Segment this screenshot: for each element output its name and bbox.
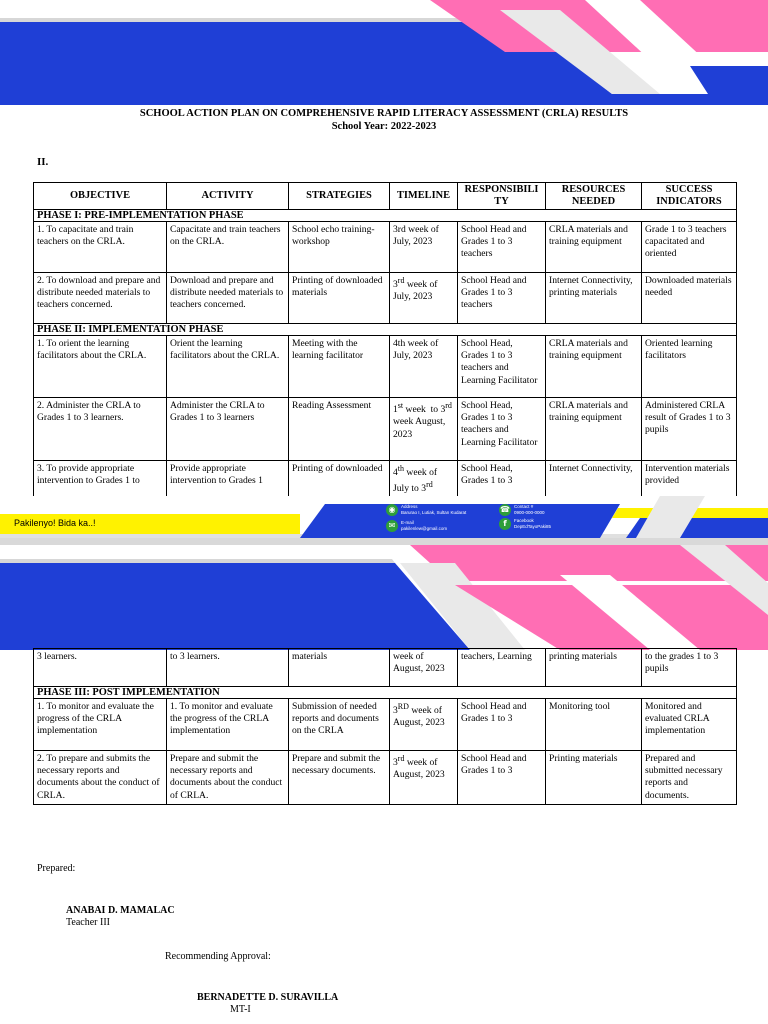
header-success-indicators: SUCCESS INDICATORS [642, 183, 737, 210]
cell-strategies: Printing of downloaded materials [289, 273, 390, 324]
address-value: Barurao I, Lutiak, Sultan Kudarat [401, 509, 467, 515]
cell-timeline: 4th week of July, 2023 [390, 336, 458, 398]
cell-responsibility: School Head, Grades 1 to 3 [458, 461, 546, 501]
prepared-name: ANABAI D. MAMALAC [66, 905, 175, 916]
cell-timeline: 3rd week of August, 2023 [390, 751, 458, 805]
cell-resources: CRLA materials and training equipment [546, 336, 642, 398]
cell-timeline: 1st week to 3rd week August, 2023 [390, 398, 458, 461]
section-number: II. [37, 156, 49, 168]
cell-objective: 3 learners. [34, 649, 167, 687]
footer-facebook[interactable] [514, 518, 551, 529]
cell-success-indicator: Grade 1 to 3 teachers capacitated and oriented [642, 222, 737, 273]
phase-3-heading: PHASE III: POST IMPLEMENTATION [34, 687, 737, 699]
header-resources: RESOURCES NEEDED [546, 183, 642, 210]
table-row [34, 398, 737, 461]
cell-success-indicator: Monitored and evaluated CRLA implementation [642, 699, 737, 751]
recommending-label: Recommending Approval: [165, 951, 271, 962]
location-icon: ◉ [386, 504, 398, 516]
cell-resources: Internet Connectivity, [546, 461, 642, 501]
table-header-row [34, 183, 737, 210]
cell-strategies: Prepare and submit the necessary documents. [289, 751, 390, 805]
cell-strategies: materials [289, 649, 390, 687]
cell-objective: 1. To capacitate and train teachers on the CRLA. [34, 222, 167, 273]
table-row [34, 461, 737, 501]
header-timeline: TIMELINE [390, 183, 458, 210]
cell-objective: 2. To download and prepare and distribute needed materials to teachers concerned. [34, 273, 167, 324]
cell-timeline: week of August, 2023 [390, 649, 458, 687]
phone-icon: ☎ [500, 505, 510, 514]
table-row [34, 751, 737, 805]
page-2 [0, 545, 768, 1024]
header-banner [0, 0, 768, 105]
cell-responsibility: School Head and Grades 1 to 3 [458, 699, 546, 751]
cell-responsibility: School Head and Grades 1 to 3 teachers [458, 273, 546, 324]
table-row [34, 222, 737, 273]
cell-activity: to 3 learners. [167, 649, 289, 687]
cell-timeline: 3rd week of July, 2023 [390, 222, 458, 273]
cell-resources: CRLA materials and training equipment [546, 398, 642, 461]
footer-email[interactable] [401, 520, 447, 531]
cell-objective: 2. To prepare and submits the necessary reports and documents about the conduct of CRLA. [34, 751, 167, 805]
cell-activity: Download and prepare and distribute needed materials to teachers concerned. [167, 273, 289, 324]
cell-objective: 1. To monitor and evaluate the progress of the CRLA implementation [34, 699, 167, 751]
page-separator [0, 538, 768, 545]
header-activity: ACTIVITY [167, 183, 289, 210]
phase-1-heading: PHASE I: PRE-IMPLEMENTATION PHASE [34, 210, 737, 222]
cell-responsibility: School Head, Grades 1 to 3 teachers and Learning Facilitator [458, 336, 546, 398]
footer-slogan: Pakilenyo! Bida ka..! [14, 518, 96, 528]
facebook-label: Facebook [514, 518, 534, 523]
school-year: School Year: 2022-2023 [331, 121, 437, 132]
document-title: SCHOOL ACTION PLAN ON COMPREHENSIVE RAPID LITERACY ASSESSMENT (CRLA) RESULTS [139, 108, 629, 119]
email-icon: ✉ [386, 520, 398, 532]
footer-address [401, 504, 466, 515]
footer-contact-number [514, 504, 545, 515]
cell-activity: Prepare and submit the necessary reports and documents about the conduct of CRLA. [167, 751, 289, 805]
email-value: pakilenlew@gmail.com [401, 525, 448, 531]
cell-success-indicator: Downloaded materials needed [642, 273, 737, 324]
header-objective: OBJECTIVE [34, 183, 167, 210]
cell-activity: Provide appropriate intervention to Grades 1 [167, 461, 289, 501]
cell-responsibility: School Head, Grades 1 to 3 teachers and Learning Facilitator [458, 398, 546, 461]
plan-table-part-2 [33, 649, 737, 804]
header-banner-2 [0, 545, 768, 650]
cell-activity: 1. To monitor and evaluate the progress of the CRLA implementation [167, 699, 289, 751]
cell-success-indicator: Oriented learning facilitators [642, 336, 737, 398]
footer-banner [0, 496, 768, 538]
cell-objective: 2. Administer the CRLA to Grades 1 to 3 learners. [34, 398, 167, 461]
contact-label: Contact # [514, 504, 534, 509]
cell-timeline: 4th week of July to 3rd [390, 461, 458, 501]
cell-activity: Orient the learning facilitators about the CRLA. [167, 336, 289, 398]
cell-strategies: School echo training-workshop [289, 222, 390, 273]
cell-objective: 1. To orient the learning facilitators about the CRLA. [34, 336, 167, 398]
table-row [34, 649, 737, 687]
cell-activity: Administer the CRLA to Grades 1 to 3 learners [167, 398, 289, 461]
address-label: Address [401, 504, 418, 509]
table-row [34, 699, 737, 751]
cell-strategies: Reading Assessment [289, 398, 390, 461]
cell-success-indicator: Prepared and submitted necessary reports and documents. [642, 751, 737, 805]
cell-strategies: Meeting with the learning facilitator [289, 336, 390, 398]
recommending-title: MT-I [230, 1004, 251, 1015]
prepared-label: Prepared: [37, 863, 76, 874]
facebook-icon: f [499, 518, 511, 530]
contact-value: 0900-000-0000 [514, 509, 545, 515]
recommending-name: BERNADETTE D. SURAVILLA [197, 992, 339, 1003]
header-strategies: STRATEGIES [289, 183, 390, 210]
plan-table-part-1 [33, 182, 737, 495]
header-responsibility: RESPONSIBILI TY [458, 183, 546, 210]
cell-responsibility: School Head and Grades 1 to 3 [458, 751, 546, 805]
cell-strategies: Printing of downloaded [289, 461, 390, 501]
phase-2-heading: PHASE II: IMPLEMENTATION PHASE [34, 324, 737, 336]
cell-resources: printing materials [546, 649, 642, 687]
cell-resources: Printing materials [546, 751, 642, 805]
cell-strategies: Submission of needed reports and documents on the CRLA [289, 699, 390, 751]
facebook-value: DepEdTayoPaki85 [514, 523, 552, 529]
cell-success-indicator: Intervention materials provided [642, 461, 737, 501]
cell-resources: Internet Connectivity, printing materials [546, 273, 642, 324]
prepared-title: Teacher III [66, 917, 110, 928]
table-row [34, 273, 737, 324]
cell-success-indicator: to the grades 1 to 3 pupils [642, 649, 737, 687]
cell-responsibility: teachers, Learning [458, 649, 546, 687]
cell-activity: Capacitate and train teachers on the CRLA. [167, 222, 289, 273]
cell-resources: Monitoring tool [546, 699, 642, 751]
email-label: E-mail [401, 520, 414, 525]
table-row [34, 336, 737, 398]
cell-objective: 3. To provide appropriate intervention to Grades 1 to [34, 461, 167, 501]
cell-success-indicator: Administered CRLA result of Grades 1 to 3 pupils [642, 398, 737, 461]
cell-responsibility: School Head and Grades 1 to 3 teachers [458, 222, 546, 273]
cell-timeline: 3RD week of August, 2023 [390, 699, 458, 751]
cell-timeline: 3rd week of July, 2023 [390, 273, 458, 324]
cell-resources: CRLA materials and training equipment [546, 222, 642, 273]
